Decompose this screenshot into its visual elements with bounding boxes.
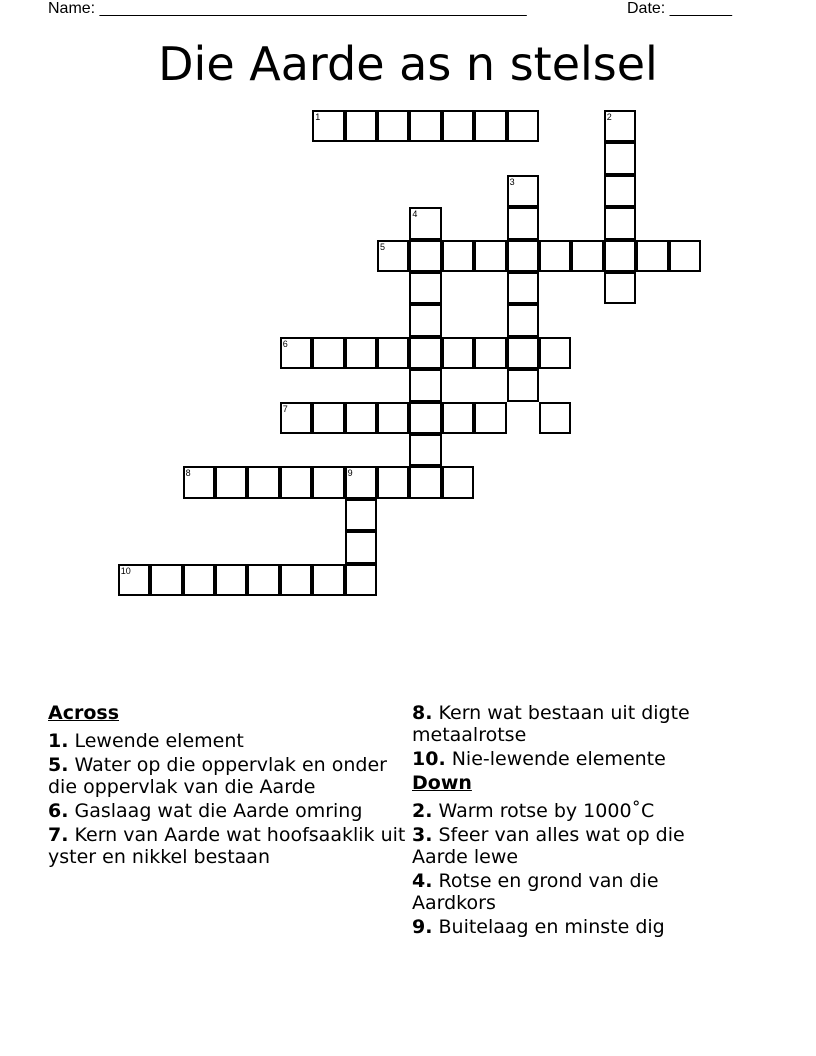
crossword-cell[interactable] [442, 466, 474, 498]
clue-number-label: 2 [606, 112, 612, 122]
clue-item [412, 702, 742, 746]
crossword-cell[interactable] [377, 110, 409, 142]
crossword-cell[interactable] [409, 466, 441, 498]
crossword-cell[interactable] [183, 564, 215, 596]
crossword-cell[interactable] [280, 564, 312, 596]
crossword-cell[interactable] [215, 466, 247, 498]
clue-item-text: Water op die oppervlak en onder die oppervlak van die Aarde [48, 754, 387, 798]
crossword-cell[interactable] [409, 240, 441, 272]
clue-item-text: Kern wat bestaan uit digte metaalrotse [412, 702, 690, 746]
crossword-cell[interactable] [280, 402, 312, 434]
clue-number-label: 6 [282, 338, 288, 349]
clue-item [412, 870, 742, 914]
clue-item [48, 754, 408, 798]
crossword-cell[interactable] [280, 337, 312, 369]
clue-number-label: 3 [509, 176, 515, 187]
clue-number-label: 8 [185, 468, 191, 479]
crossword-cell[interactable] [280, 466, 312, 498]
crossword-cell[interactable] [507, 207, 539, 239]
crossword-cell[interactable] [312, 337, 344, 369]
date-field[interactable]: Date: _______ [627, 0, 732, 17]
crossword-cell[interactable] [442, 337, 474, 369]
crossword-cell[interactable] [345, 337, 377, 369]
crossword-cell[interactable] [312, 110, 344, 142]
crossword-cell[interactable] [409, 110, 441, 142]
crossword-cell[interactable] [604, 142, 636, 174]
clue-item-number: 4. [412, 870, 433, 892]
clue-number-label: 5 [380, 241, 386, 252]
clue-item [412, 800, 742, 822]
puzzle-title: Die Aarde as n stelsel [158, 37, 658, 91]
crossword-cell[interactable] [604, 272, 636, 304]
crossword-cell[interactable] [507, 304, 539, 336]
crossword-cell[interactable] [507, 175, 539, 207]
clue-number-label: 10 [120, 565, 131, 576]
crossword-cell[interactable] [507, 369, 539, 401]
clue-item-text: Warm rotse by 1000˚C [432, 800, 655, 822]
clue-number-label: 4 [412, 209, 418, 220]
clue-item-number: 5. [48, 754, 69, 776]
down-heading: Down [412, 772, 472, 794]
crossword-cell[interactable] [377, 402, 409, 434]
clues-left-column [48, 702, 408, 870]
clue-item [412, 824, 742, 868]
clue-item-number: 1. [48, 730, 69, 752]
crossword-cell[interactable] [247, 564, 279, 596]
crossword-cell[interactable] [636, 240, 668, 272]
clue-number-label: 7 [282, 403, 288, 414]
crossword-cell[interactable] [409, 337, 441, 369]
clue-number-label: 1 [315, 112, 321, 122]
clue-item-text: Buitelaag en minste dig [432, 916, 665, 938]
crossword-cell[interactable] [507, 337, 539, 369]
crossword-cell[interactable] [312, 466, 344, 498]
crossword-cell[interactable] [442, 402, 474, 434]
clue-item-number: 7. [48, 824, 69, 846]
crossword-cell[interactable] [345, 531, 377, 563]
crossword-cell[interactable] [409, 434, 441, 466]
clue-item-number: 10. [412, 748, 446, 770]
crossword-cell[interactable] [604, 207, 636, 239]
across-clue-list-continued [412, 702, 742, 770]
clue-item [412, 916, 742, 938]
crossword-cell[interactable] [507, 240, 539, 272]
crossword-cell[interactable] [409, 369, 441, 401]
crossword-cell[interactable] [215, 564, 247, 596]
crossword-cell[interactable] [118, 564, 150, 596]
clue-item-number: 2. [412, 800, 433, 822]
clue-number-label: 9 [347, 468, 353, 479]
across-clue-list [48, 730, 408, 868]
down-clue-list [412, 800, 742, 938]
crossword-cell[interactable] [409, 207, 441, 239]
crossword-cell[interactable] [377, 466, 409, 498]
crossword-cell[interactable] [474, 240, 506, 272]
crossword-cell[interactable] [183, 466, 215, 498]
crossword-cell[interactable] [571, 240, 603, 272]
crossword-cell[interactable] [474, 110, 506, 142]
crossword-cell[interactable] [669, 240, 701, 272]
clue-item [412, 748, 742, 770]
clue-item [48, 800, 408, 822]
crossword-cell[interactable] [409, 272, 441, 304]
crossword-cell[interactable] [312, 564, 344, 596]
crossword-cell[interactable] [507, 110, 539, 142]
crossword-cell[interactable] [539, 240, 571, 272]
crossword-cell[interactable] [604, 110, 636, 142]
crossword-cell[interactable] [539, 337, 571, 369]
crossword-cell[interactable] [442, 110, 474, 142]
clue-item-text: Lewende element [68, 730, 244, 752]
across-heading: Across [48, 702, 120, 724]
crossword-cell[interactable] [345, 499, 377, 531]
crossword-cell[interactable] [604, 175, 636, 207]
clue-item [48, 730, 408, 752]
crossword-cell[interactable] [345, 110, 377, 142]
clue-item-text: Sfeer van alles wat op die Aarde lewe [412, 824, 685, 868]
clue-item-number: 8. [412, 702, 433, 724]
name-field[interactable]: Name: ________________________________________________ [48, 0, 527, 17]
crossword-cell[interactable] [604, 240, 636, 272]
clues-right-column [412, 702, 742, 940]
clue-item-number: 9. [412, 916, 433, 938]
crossword-cell[interactable] [247, 466, 279, 498]
clue-item-text: Rotse en grond van die Aardkors [412, 870, 659, 914]
crossword-cell[interactable] [474, 402, 506, 434]
clue-item-text: Kern van Aarde wat hoofsaaklik uit yster en nikkel bestaan [48, 824, 406, 868]
crossword-cell[interactable] [345, 402, 377, 434]
crossword-cell[interactable] [442, 240, 474, 272]
crossword-cell[interactable] [377, 337, 409, 369]
crossword-cell[interactable] [409, 304, 441, 336]
crossword-cell[interactable] [377, 240, 409, 272]
crossword-cell[interactable] [150, 564, 182, 596]
clue-item-text: Nie-lewende elemente [445, 748, 666, 770]
clue-item-number: 6. [48, 800, 69, 822]
crossword-cell[interactable] [474, 337, 506, 369]
crossword-cell[interactable] [312, 402, 344, 434]
clue-item [48, 824, 408, 868]
crossword-cell[interactable] [539, 402, 571, 434]
crossword-cell[interactable] [409, 402, 441, 434]
crossword-cell[interactable] [345, 466, 377, 498]
crossword-cell[interactable] [507, 272, 539, 304]
clue-item-text: Gaslaag wat die Aarde omring [68, 800, 363, 822]
crossword-cell[interactable] [345, 564, 377, 596]
clue-item-number: 3. [412, 824, 433, 846]
